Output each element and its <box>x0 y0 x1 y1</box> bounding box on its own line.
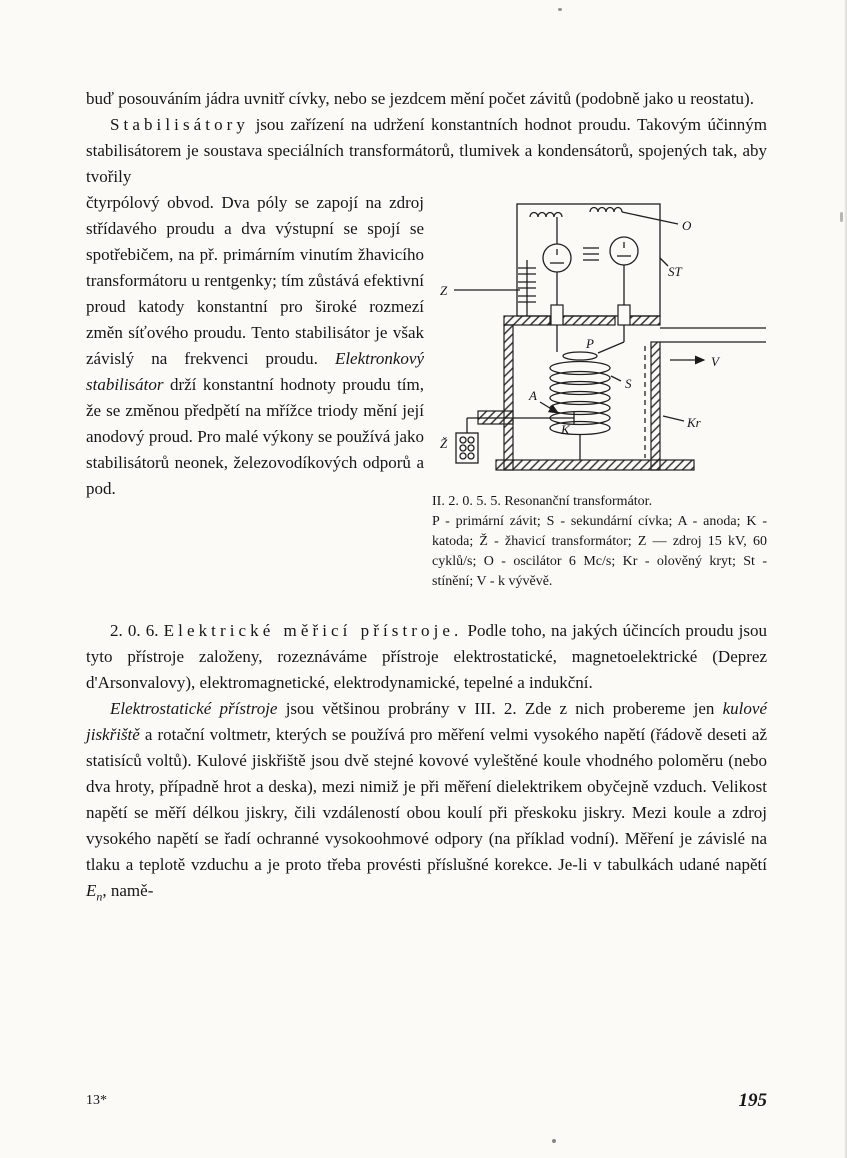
paragraph-stabilisatory-intro <box>86 112 767 190</box>
label-oscillator: O <box>682 218 692 233</box>
secondary-coil <box>550 362 610 375</box>
text-run: čtyrpólový obvod. Dva póly se zapojí na zdroj střídavého proudu a dva výstupní se spojí se spotřebičem, na př. primárním vinutím žhavicího transformátoru u rentgenky; tím zůstává efektivní proud katody konstantní pro široké rozmezí změn síťového proudu. Tento stabilisátor je však závislý na frekvenci proudu. <box>86 193 424 368</box>
transformer-turn <box>460 453 466 459</box>
scan-artifact <box>552 1139 556 1143</box>
paragraph-continuation <box>86 86 767 112</box>
label-primary: P <box>586 336 594 351</box>
text-run: drží konstantní hodnoty proudu tím, že se změnou předpětí na mřížce triody mění její anodový proud. Pro malé výkony se používá jako stabilisátorů neonek, železovodíkových odporů a pod. <box>86 375 424 498</box>
scan-artifact <box>558 8 562 11</box>
page-footer <box>86 1088 767 1114</box>
primary-winding <box>563 352 597 360</box>
transformer-turn <box>468 437 474 443</box>
paragraph-elektrostaticke <box>86 696 767 909</box>
label-cathode: K <box>561 422 570 437</box>
secondary-coil <box>550 392 610 405</box>
page-number: 195 <box>738 1090 767 1111</box>
paragraph-section-206 <box>86 618 767 696</box>
label-lead-cover: Kr <box>687 415 701 430</box>
variable-en <box>86 881 103 904</box>
filament-transformer <box>456 433 478 463</box>
vacuum-tube-icon <box>610 237 638 265</box>
transformer-turn <box>468 453 474 459</box>
spaced-term-stabilisatory: Stabilisátory <box>110 115 249 134</box>
signature-mark: 13* <box>86 1093 107 1108</box>
wrapped-text-column <box>86 190 424 592</box>
shield-leader-line <box>660 258 668 266</box>
variable-subscript: n <box>96 889 103 904</box>
label-to-pump: V <box>711 354 719 369</box>
text-run: Podle toho, na jakých účincích proudu jsou tyto přístroje založeny, rozeznáváme přístroje elektrostatické, magnetoelektrické (Deprez d'Arsonvalovy), elektromagnetické, elektrodynamické, tepelné a indukční. <box>86 621 767 692</box>
wire <box>598 342 624 353</box>
text-run: a rotační voltmetr, kterých se používá pro měření velmi vysokého napětí (řádově deseti až statisíců voltů). Kulové jiskřiště jsou dvě stejné kovové vyleštěné koule vhodného poloměru (nebo dva hroty, případně hrot a deska), mezi nimiž je při měření dielektrikem obyčejně vzduch. Velikost napětí se měří délkou jiskry, čili vzdáleností obou koulí při přeskoku jiskry. Mezi koule a zdroj vysokého napětí se řadí ochranné vysokoohmové odpory (na příklad vodní). Měření je závislé na tlaku a teplotě vzduchu a je proto třeba provésti příslušné korekce. Je-li v tabulkách udané napětí <box>86 725 767 874</box>
spaced-term-elektricke-merici-pristroje: Elektrické měřicí přístroje. <box>163 621 463 640</box>
secondary-coil <box>550 382 610 395</box>
label-shield: ST <box>668 264 682 279</box>
label-source: Z <box>440 283 448 298</box>
secondary-leader-line <box>611 376 621 381</box>
text-run: , namě- <box>102 881 154 900</box>
label-filament-transformer: Ž <box>440 436 448 451</box>
lead-shield-wall <box>496 460 694 470</box>
figure-resonant-transformer <box>432 190 767 592</box>
vacuum-tube-icon <box>543 244 571 272</box>
lead-shield-wall <box>504 316 550 325</box>
text-run: jsou většinou probrány v III. 2. Zde z nich probereme jen <box>277 699 723 718</box>
scan-artifact <box>840 212 843 222</box>
lead-shield-wall <box>563 316 615 325</box>
variable-symbol: E <box>86 881 97 900</box>
italic-run: kulové jiskřiště <box>86 699 767 744</box>
inductor-icon <box>530 213 562 218</box>
lead-shield-wall <box>504 325 513 470</box>
text-run: jsou zařízení na udržení konstantních hodnot proudu. Takovým účinným stabilisátorem je soustava speciálních transformátorů, tlumivek a kondensátorů, spojených tak, aby tvořily <box>86 115 767 186</box>
section-number: 2. 0. 6. <box>110 621 164 640</box>
secondary-coil <box>550 422 610 435</box>
italic-run: Elektrostatické přístroje <box>110 699 278 718</box>
label-secondary: S <box>625 376 632 391</box>
lead-shield-wall <box>651 342 660 470</box>
shield-cover-leader <box>663 416 684 421</box>
feedthrough-insulator <box>551 305 563 325</box>
lead-shield-wall <box>629 316 660 325</box>
label-anode: A <box>529 388 537 403</box>
secondary-coil <box>550 372 610 385</box>
inductor-icon <box>590 208 622 213</box>
transformer-turn <box>468 445 474 451</box>
text-run: buď posouváním jádra uvnitř cívky, nebo se jezdcem mění počet závitů (podobně jako u reostatu). <box>86 89 754 108</box>
figure-caption-title: II. 2. 0. 5. 5. Resonanční transformátor. <box>432 494 653 509</box>
figure-caption <box>432 492 767 592</box>
lead-to-oscillator-label <box>622 212 678 224</box>
transformer-turn <box>460 445 466 451</box>
resonant-transformer-diagram <box>432 190 767 482</box>
transformer-turn <box>460 437 466 443</box>
feedthrough-insulator <box>618 305 630 325</box>
secondary-coil <box>550 402 610 415</box>
figure-caption-body: P - primární závit; S - sekundární cívka; A - anoda; K - katoda; Ž - žhavicí transformátor; Z — zdroj 15 kV, 60 cyklů/s; O - oscilátor 6 Mc/s; Kr - olověný kryt; St - stínění; V - k vývěvě. <box>432 514 767 589</box>
italic-run: Elektronkový stabilisátor <box>86 349 424 394</box>
text-and-figure-row <box>86 190 767 592</box>
